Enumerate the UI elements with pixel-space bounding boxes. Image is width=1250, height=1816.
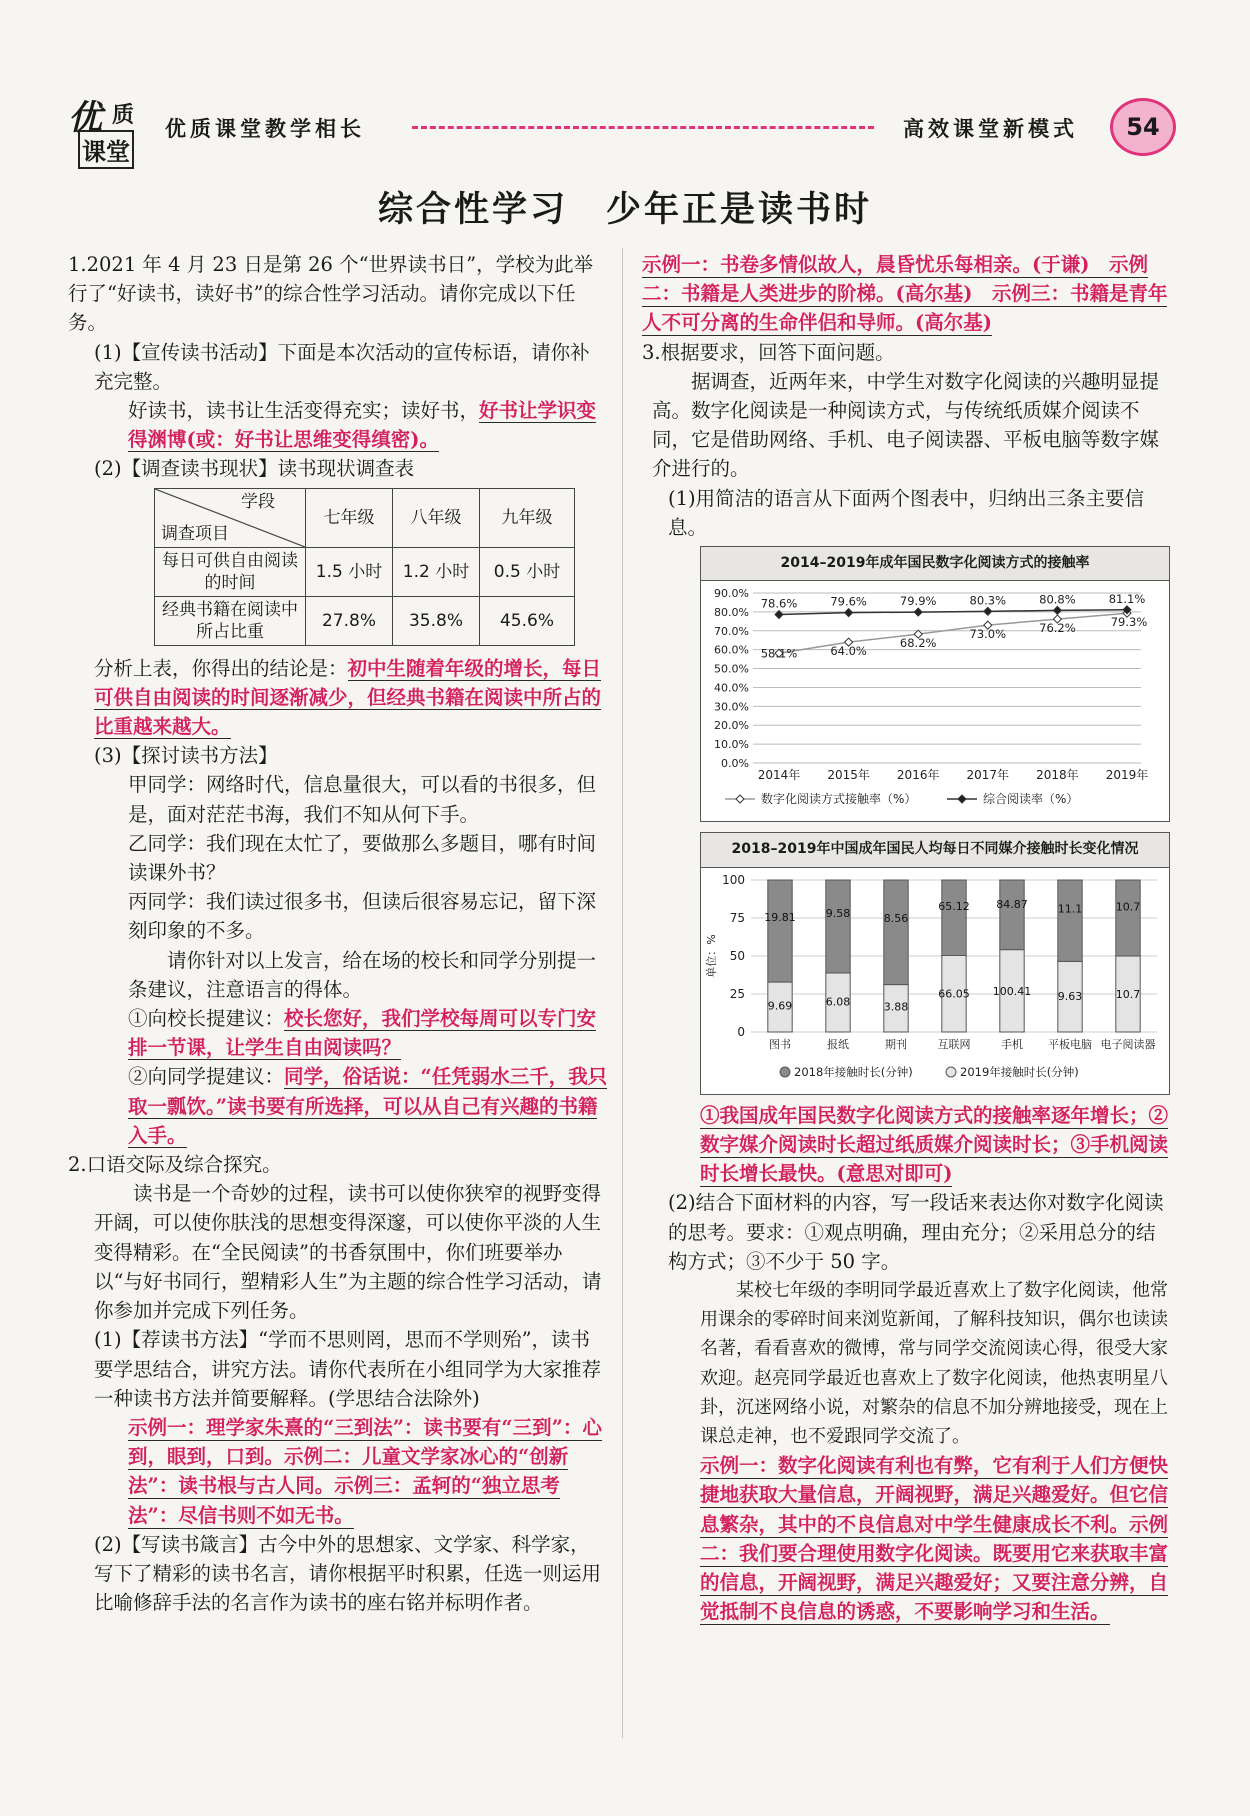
y-tick-label: 20.0% xyxy=(714,719,749,733)
row-header: 每日可供自由阅读的时间 xyxy=(155,547,306,596)
data-label: 8.56 xyxy=(883,911,909,925)
legend-marker xyxy=(780,1067,790,1077)
left-column xyxy=(68,250,608,1617)
line-chart-svg xyxy=(701,581,1169,813)
data-point xyxy=(914,608,922,616)
data-label: 6.08 xyxy=(825,995,851,1009)
q1-part3-label: (3)【探讨读书方法】 xyxy=(94,744,278,768)
student-yi: 乙同学：我们现在太忙了，要做那么多题目，哪有时间读课外书？ xyxy=(128,831,597,885)
y-tick-label: 30.0% xyxy=(714,700,749,714)
bar-segment-2018 xyxy=(942,880,966,955)
q1-part2-prompt: 分析上表，你得出的结论是： xyxy=(94,656,348,680)
logo-ketang: 课堂 xyxy=(78,130,134,169)
q2-head: 2.口语交际及综合探究。 xyxy=(68,1153,282,1177)
y-tick-label: 50.0% xyxy=(714,662,749,676)
data-label: 80.3% xyxy=(969,593,1007,608)
header-divider xyxy=(412,126,874,129)
data-label: 76.2% xyxy=(1039,621,1076,636)
q2-part2-answer-block xyxy=(642,250,1172,338)
legend-label: 数字化阅读方式接触率（%） xyxy=(761,792,917,807)
slogan-left: 优质课堂教学相长 xyxy=(165,117,365,141)
x-tick-label: 期刊 xyxy=(885,1037,907,1051)
data-label: 19.81 xyxy=(764,910,796,924)
q3-intro: 据调查，近两年来，中学生对数字化阅读的兴趣明显提高。数字化阅读是一种阅读方式，与传统纸质媒介阅读不同，它是借助网络、手机、电子阅读器、平板电脑等数字媒介进行的。 xyxy=(652,369,1160,481)
table-cell: 45.6% xyxy=(480,596,575,645)
q1-part3-ask: 请你针对以上发言，给在场的校长和同学分别提一条建议，注意语言的得体。 xyxy=(128,948,597,1001)
y-tick-label: 60.0% xyxy=(714,643,749,657)
col-header: 八年级 xyxy=(393,488,480,547)
legend-label: 2019年接触时长(分钟) xyxy=(960,1064,1079,1079)
data-label: 9.63 xyxy=(1057,989,1083,1003)
x-tick-label: 2017年 xyxy=(966,768,1010,783)
y-tick-label: 75 xyxy=(729,910,745,925)
q2-part1-answer-block xyxy=(68,1413,608,1530)
table-cell: 0.5 小时 xyxy=(480,547,575,596)
y-tick-label: 25 xyxy=(729,986,745,1001)
y-tick-label: 100 xyxy=(722,872,745,887)
data-label: 68.2% xyxy=(899,636,937,651)
y-tick-label: 40.0% xyxy=(714,681,749,695)
table-row xyxy=(155,596,575,645)
survey-table xyxy=(154,488,575,646)
data-label: 79.6% xyxy=(830,594,867,609)
slogan-right: 高效课堂新模式 xyxy=(903,117,1078,141)
y-tick-label: 10.0% xyxy=(714,738,749,752)
x-tick-label: 2016年 xyxy=(896,768,940,783)
q3-part1-answer: ①我国成年国民数字化阅读方式的接触率逐年增长；②数字媒介阅读时长超过纸质媒介阅读时长；③手机阅读时长增长最快。(意思对即可) xyxy=(700,1103,1169,1186)
x-tick-label: 图书 xyxy=(769,1037,791,1051)
data-label: 79.3% xyxy=(1110,615,1148,630)
column-divider xyxy=(622,248,623,1738)
data-label: 100.41 xyxy=(992,984,1032,998)
q1-part2-analysis xyxy=(68,654,608,742)
table-cell: 35.8% xyxy=(393,596,480,645)
right-column xyxy=(642,250,1172,1627)
page-title: 综合性学习 少年正是读书时 xyxy=(377,189,872,230)
bar-chart-svg xyxy=(701,868,1169,1086)
q1-part2-label: (2)【调查读书现状】读书现状调查表 xyxy=(94,457,415,481)
x-tick-label: 电子阅读器 xyxy=(1100,1037,1156,1051)
q3-material: 某校七年级的李明同学最近喜欢上了数字化阅读，他常用课余的零碎时间来浏览新闻，了解科技知识，偶尔也读读名著，看看喜欢的微博，常与同学交流阅读心得，很受大家欢迎。赵亮同学最近也喜欢上了数字化阅读，他热衷明星八卦，沉迷网络小说，对繁杂的信息不加分辨地接受，现在上课总走神，也不爱跟同学交流了。 xyxy=(700,1280,1168,1448)
data-label: 81.1% xyxy=(1108,592,1146,607)
q1-part3-b-answer: 同学，俗话说：“任凭弱水三千，我只取一瓢饮。”读书要有所选择，可以从自己有兴趣的书籍入手。 xyxy=(128,1065,608,1147)
x-tick-label: 手机 xyxy=(1001,1037,1023,1051)
table-cell: 27.8% xyxy=(306,596,393,645)
bar-chart-title: 2018–2019年中国成年国民人均每日不同媒介接触时长变化情况 xyxy=(701,833,1169,867)
q1-part3-a-label: ①向校长提建议： xyxy=(128,1007,285,1031)
q1-part1-slogan: 好读书，读书让生活变得充实；读好书， xyxy=(128,399,480,423)
y-tick-label: 50 xyxy=(729,948,745,963)
legend-marker xyxy=(946,1067,956,1077)
logo-zhi: 质 xyxy=(112,102,135,128)
x-tick-label: 2015年 xyxy=(827,768,870,783)
data-label: 78.6% xyxy=(760,596,798,611)
x-tick-label: 平板电脑 xyxy=(1048,1037,1092,1051)
student-jia: 甲同学：网络时代，信息量很大，可以看的书很多，但是，面对茫茫书海，我们不知从何下手。 xyxy=(128,773,597,826)
table-row xyxy=(155,547,575,596)
q1-part3-b-label: ②向同学提建议： xyxy=(128,1065,285,1089)
x-tick-label: 报纸 xyxy=(827,1037,849,1051)
q1-intro: 1.2021 年 4 月 23 日是第 26 个“世界读书日”，学校为此举行了“好读书，读好书”的综合性学习活动。请你完成以下任务。 xyxy=(68,253,594,335)
x-tick-label: 2019年 xyxy=(1105,768,1149,783)
corner-bottom: 调查项目 xyxy=(161,523,229,544)
y-axis-label: 单位：% xyxy=(705,933,718,978)
y-tick-label: 0 xyxy=(737,1024,745,1039)
y-tick-label: 80.0% xyxy=(714,606,749,620)
data-label: 9.58 xyxy=(825,906,851,920)
q3-part1: (1)用简洁的语言从下面两个图表中，归纳出三条主要信息。 xyxy=(668,486,1145,539)
line-chart xyxy=(700,546,1170,822)
data-label: 65.12 xyxy=(938,899,970,913)
data-label: 84.87 xyxy=(996,897,1028,911)
bar-segment-2018 xyxy=(1058,880,1082,961)
table-corner xyxy=(155,488,306,547)
q3-part2: (2)结合下面材料的内容，写一段话来表达你对数字化阅读的思考。要求：①观点明确，理由充分；②采用总分的结构方式；③不少于 50 字。 xyxy=(668,1191,1164,1273)
q3-part2-answer-block xyxy=(642,1451,1172,1626)
data-label: 64.0% xyxy=(830,644,867,659)
q1-part1-answer: 好书让学识变得渊博(或：好书让思维变得缜密)。 xyxy=(128,399,597,452)
logo-you: 优 xyxy=(68,98,102,138)
q2-part1: (1)【荐读书方法】“学而不思则罔，思而不学则殆”，读书要学思结合，讲究方法。请你代表所在小组同学为大家推荐一种读书方法并简要解释。(学思结合法除外) xyxy=(94,1328,602,1410)
data-label: 9.69 xyxy=(767,999,793,1013)
bar-segment-2018 xyxy=(1000,880,1024,950)
y-tick-label: 0.0% xyxy=(721,757,749,771)
page-header xyxy=(0,0,1250,175)
bar-segment-2018 xyxy=(884,880,908,985)
data-point xyxy=(1053,607,1061,615)
data-point xyxy=(845,609,853,617)
row-header: 经典书籍在阅读中所占比重 xyxy=(155,596,306,645)
data-label: 10.7 xyxy=(1115,987,1141,1001)
q1-part3-a xyxy=(68,1004,608,1062)
data-point xyxy=(984,608,992,616)
x-tick-label: 2018年 xyxy=(1036,768,1079,783)
data-label: 80.8% xyxy=(1039,592,1076,607)
q2-part2-answer: 示例一：书卷多情似故人，晨昏忧乐每相亲。(于谦) 示例二：书籍是人类进步的阶梯。(高尔基) 示例三：书籍是青年人不可分离的生命伴侣和导师。(高尔基) xyxy=(642,253,1168,335)
corner-top: 学段 xyxy=(241,491,275,512)
bar-segment-2018 xyxy=(768,880,792,982)
q1-part1-label: (1)【宣传读书活动】下面是本次活动的宣传标语，请你补充完整。 xyxy=(94,340,590,393)
legend-marker xyxy=(958,795,966,803)
legend-marker xyxy=(736,795,744,803)
y-tick-label: 70.0% xyxy=(714,625,749,639)
q1-part1-text xyxy=(68,396,608,454)
line-chart-title: 2014–2019年成年国民数字化阅读方式的接触率 xyxy=(701,547,1169,581)
bar-segment-2018 xyxy=(1116,880,1140,956)
logo xyxy=(68,90,150,166)
legend-label: 2018年接触时长(分钟) xyxy=(794,1064,913,1079)
data-label: 10.7 xyxy=(1115,900,1141,914)
x-tick-label: 互联网 xyxy=(937,1037,971,1051)
data-label: 79.9% xyxy=(899,594,937,609)
legend-label: 综合阅读率（%） xyxy=(983,792,1079,807)
data-label: 73.0% xyxy=(969,627,1007,642)
col-header: 七年级 xyxy=(306,488,393,547)
q2-intro: 读书是一个奇妙的过程，读书可以使你狭窄的视野变得开阔，可以使你肤浅的思想变得深邃，可以使你平淡的人生变得精彩。在“全民阅读”的书香氛围中，你们班要举办以“与好书同行，塑精彩人生”为主题的综合性学习活动，请你参加并完成下列任务。 xyxy=(94,1182,602,1323)
y-tick-label: 90.0% xyxy=(714,587,749,601)
q3-part2-answer: 示例一：数字化阅读有利也有弊，它有利于人们方便快捷地获取大量信息，开阔视野，满足兴趣爱好。但它信息繁杂，其中的不良信息对中学生健康成长不利。示例二：我们要合理使用数字化阅读。既要用它来获取丰富的信息，开阔视野，满足兴趣爱好；又要注意分辨，自觉抵制不良信息的诱惑，不要影响学习和生活。 xyxy=(700,1454,1169,1624)
q3-head: 3.根据要求，回答下面问题。 xyxy=(642,340,895,364)
data-label: 3.88 xyxy=(883,1000,909,1014)
q1-part2-answer: 初中生随着年级的增长，每日可供自由阅读的时间逐渐减少，但经典书籍在阅读中所占的比重越来越大。 xyxy=(94,656,602,739)
bar-segment-2018 xyxy=(826,880,850,973)
q2-part1-answer: 示例一：理学家朱熹的“三到法”：读书要有“三到”：心到，眼到，口到。示例二：儿童文学家冰心的“创新法”：读书根与古人同。示例三：孟轲的“独立思考法”：尽信书则不如无书。 xyxy=(128,1415,602,1527)
data-label: 66.05 xyxy=(938,987,970,1001)
table-cell: 1.5 小时 xyxy=(306,547,393,596)
table-cell: 1.2 小时 xyxy=(393,547,480,596)
col-header: 九年级 xyxy=(480,488,575,547)
bar-chart xyxy=(700,832,1170,1094)
data-label: 58.1% xyxy=(760,646,798,661)
q1-part3-a-answer: 校长您好，我们学校每周可以专门安排一节课，让学生自由阅读吗？ xyxy=(128,1007,597,1060)
q2-part2: (2)【写读书箴言】古今中外的思想家、文学家、科学家，写下了精彩的读书名言，请你根据平时积累，任选一则运用比喻修辞手法的名言作为读书的座右铭并标明作者。 xyxy=(94,1532,602,1615)
data-label: 11.1 xyxy=(1057,902,1083,916)
q3-part1-answer-block xyxy=(642,1101,1172,1189)
page-number: 54 xyxy=(1110,98,1176,156)
q1-part3-b xyxy=(68,1062,608,1150)
x-tick-label: 2014年 xyxy=(757,768,801,783)
student-bing: 丙同学：我们读过很多书，但读后很容易忘记，留下深刻印象的不多。 xyxy=(128,890,597,943)
